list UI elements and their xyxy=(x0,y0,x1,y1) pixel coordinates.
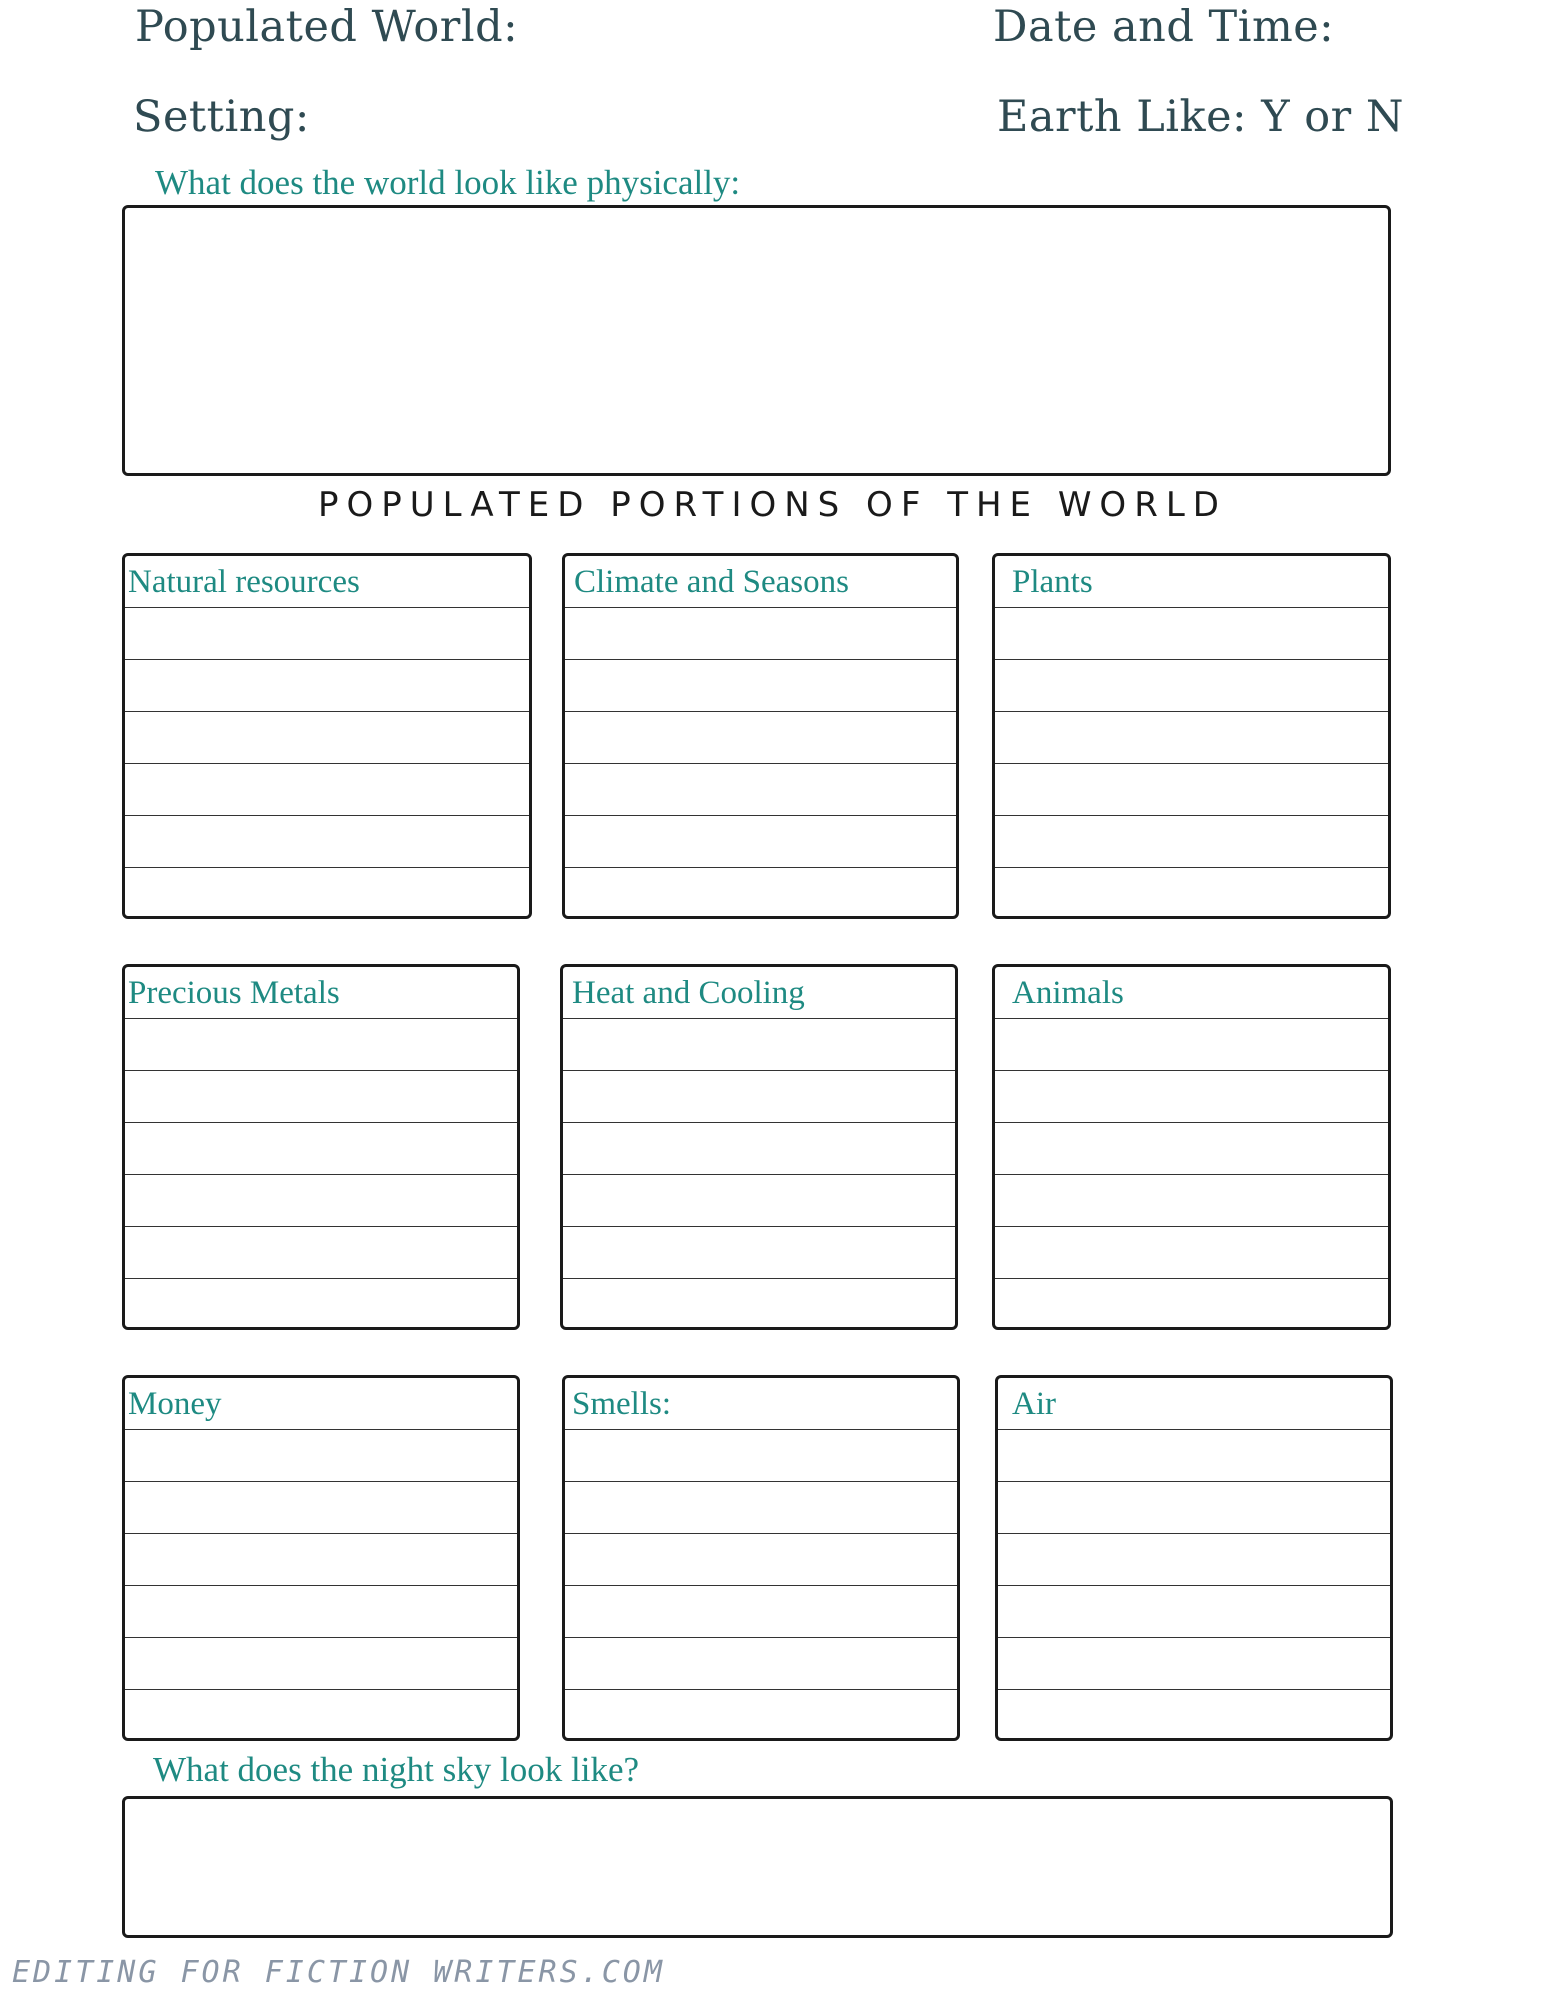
card-smells[interactable] xyxy=(562,1375,960,1741)
writing-line[interactable] xyxy=(565,868,956,919)
writing-line[interactable] xyxy=(995,1279,1388,1330)
writing-line[interactable] xyxy=(125,1690,517,1741)
writing-line[interactable] xyxy=(565,1430,957,1482)
populated-world-label: Populated World: xyxy=(135,2,519,52)
physical-description-box[interactable] xyxy=(122,205,1391,476)
writing-line[interactable] xyxy=(125,660,529,712)
writing-line[interactable] xyxy=(125,764,529,816)
card-label: Plants xyxy=(995,556,1388,608)
writing-line[interactable] xyxy=(998,1482,1390,1534)
writing-line[interactable] xyxy=(125,816,529,868)
writing-line[interactable] xyxy=(125,712,529,764)
writing-line[interactable] xyxy=(995,1071,1388,1123)
card-air[interactable] xyxy=(995,1375,1393,1741)
card-label: Animals xyxy=(995,967,1388,1019)
card-label: Smells: xyxy=(565,1378,957,1430)
writing-line[interactable] xyxy=(125,1586,517,1638)
card-money[interactable] xyxy=(122,1375,520,1741)
writing-line[interactable] xyxy=(998,1586,1390,1638)
card-heat-and-cooling[interactable] xyxy=(560,964,958,1330)
night-sky-box[interactable] xyxy=(122,1796,1393,1938)
writing-line[interactable] xyxy=(125,1227,517,1279)
writing-line[interactable] xyxy=(125,868,529,919)
night-sky-prompt: What does the night sky look like? xyxy=(153,1750,640,1789)
writing-line[interactable] xyxy=(565,660,956,712)
writing-line[interactable] xyxy=(998,1430,1390,1482)
writing-line[interactable] xyxy=(565,1638,957,1690)
date-time-label: Date and Time: xyxy=(993,2,1335,52)
card-label: Air xyxy=(998,1378,1390,1430)
card-plants[interactable] xyxy=(992,553,1391,919)
writing-line[interactable] xyxy=(125,608,529,660)
writing-line[interactable] xyxy=(563,1227,955,1279)
card-natural-resources[interactable] xyxy=(122,553,532,919)
writing-line[interactable] xyxy=(995,816,1388,868)
writing-line[interactable] xyxy=(995,1019,1388,1071)
card-animals[interactable] xyxy=(992,964,1391,1330)
physical-prompt: What does the world look like physically: xyxy=(155,163,741,202)
writing-line[interactable] xyxy=(998,1690,1390,1741)
writing-line[interactable] xyxy=(565,816,956,868)
writing-line[interactable] xyxy=(565,1482,957,1534)
writing-line[interactable] xyxy=(995,608,1388,660)
card-label: Precious Metals xyxy=(125,967,517,1019)
writing-line[interactable] xyxy=(995,1123,1388,1175)
card-label: Natural resources xyxy=(125,556,529,608)
writing-line[interactable] xyxy=(998,1638,1390,1690)
writing-line[interactable] xyxy=(995,868,1388,919)
writing-line[interactable] xyxy=(565,1586,957,1638)
footer-website: EDITING FOR FICTION WRITERS.COM xyxy=(12,1955,665,1990)
writing-line[interactable] xyxy=(563,1279,955,1330)
writing-line[interactable] xyxy=(565,764,956,816)
writing-line[interactable] xyxy=(995,660,1388,712)
writing-line[interactable] xyxy=(125,1534,517,1586)
card-climate-and-seasons[interactable] xyxy=(562,553,959,919)
writing-line[interactable] xyxy=(565,1690,957,1741)
earth-like-label: Earth Like: Y or N xyxy=(997,92,1404,142)
section-title: POPULATED PORTIONS OF THE WORLD xyxy=(318,485,1227,525)
writing-line[interactable] xyxy=(563,1071,955,1123)
writing-line[interactable] xyxy=(565,1534,957,1586)
writing-line[interactable] xyxy=(125,1175,517,1227)
writing-line[interactable] xyxy=(125,1123,517,1175)
writing-line[interactable] xyxy=(125,1071,517,1123)
writing-line[interactable] xyxy=(125,1430,517,1482)
card-label: Money xyxy=(125,1378,517,1430)
writing-line[interactable] xyxy=(565,608,956,660)
writing-line[interactable] xyxy=(125,1019,517,1071)
card-label: Climate and Seasons xyxy=(565,556,956,608)
card-label: Heat and Cooling xyxy=(563,967,955,1019)
writing-line[interactable] xyxy=(565,712,956,764)
writing-line[interactable] xyxy=(995,1175,1388,1227)
writing-line[interactable] xyxy=(998,1534,1390,1586)
writing-line[interactable] xyxy=(563,1019,955,1071)
setting-label: Setting: xyxy=(133,92,310,142)
card-precious-metals[interactable] xyxy=(122,964,520,1330)
writing-line[interactable] xyxy=(125,1482,517,1534)
writing-line[interactable] xyxy=(563,1175,955,1227)
writing-line[interactable] xyxy=(125,1279,517,1330)
writing-line[interactable] xyxy=(125,1638,517,1690)
writing-line[interactable] xyxy=(995,764,1388,816)
writing-line[interactable] xyxy=(995,1227,1388,1279)
writing-line[interactable] xyxy=(563,1123,955,1175)
writing-line[interactable] xyxy=(995,712,1388,764)
